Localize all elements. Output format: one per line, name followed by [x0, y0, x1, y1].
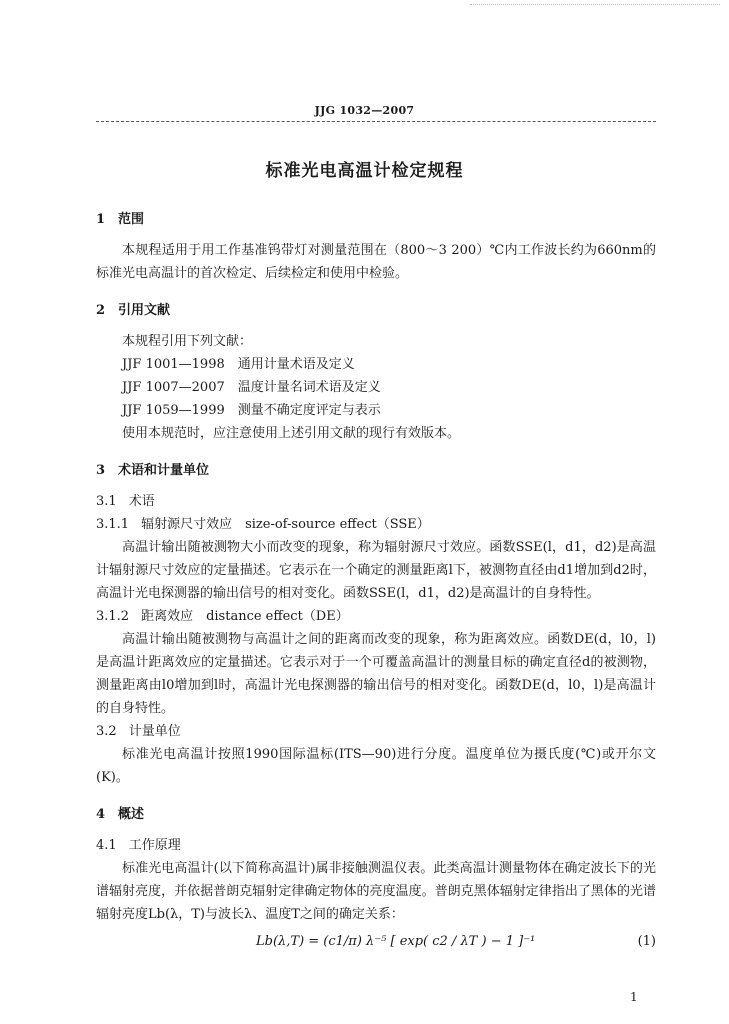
document-code-header: JJG 1032—2007 [314, 104, 415, 117]
page-title: 标准光电高温计检定规程 [265, 161, 464, 181]
section-1-text: 本规程适用于用工作基准钨带灯对测量范围在（800～3 200）℃内工作波长约为660nm的标准光电高温计的首次检定、后续检定和使用中检验。 [96, 243, 656, 281]
subsection-title: 计量单位 [128, 724, 181, 739]
subsection-number: 3.2 [96, 724, 117, 739]
section-title: 范围 [118, 212, 145, 227]
document-body [96, 208, 656, 956]
section-number: 4 [96, 807, 106, 822]
scan-artifact-line [470, 4, 720, 5]
section-number: 1 [96, 212, 106, 227]
section-3-heading [96, 459, 656, 482]
subsection-title: 术语 [128, 494, 155, 509]
planck-formula [96, 928, 656, 956]
section-title: 概述 [118, 807, 145, 822]
subsection-number: 4.1 [96, 838, 117, 853]
reference-item: JJF 1059—1999 测量不确定度评定与表示 [122, 403, 381, 418]
subsection-3-1-1-text: 高温计输出随被测物大小而改变的现象，称为辐射源尺寸效应。函数SSE(l，d1，d2)是高温计辐射源尺寸效应的定量描述。它表示在一个确定的测量距离l下，被测物直径由d1增加到d2时，高温计光电探测器的输出信号的相对变化。函数SSE(l，d1，d2)是高温计的自身特性。 [96, 540, 656, 601]
page-number: 1 [630, 990, 638, 1004]
section-4-heading [96, 803, 656, 826]
section-number: 2 [96, 303, 106, 318]
subsection-4-1-heading [96, 834, 656, 857]
subsection-3-2-heading [96, 720, 656, 743]
references-intro: 本规程引用下列文献： [122, 334, 253, 349]
subsection-title: 辐射源尺寸效应 size-of-source effect（SSE） [141, 517, 430, 532]
subsection-title: 距离效应 distance effect（DE） [141, 609, 349, 624]
section-number: 3 [96, 463, 106, 478]
subsection-4-1-text: 标准光电高温计(以下简称高温计)属非接触测温仪表。此类高温计测量物体在确定波长下的光谱辐射亮度，并依据普朗克辐射定律确定物体的亮度温度。普朗克黑体辐射定律指出了黑体的光谱辐射亮度Lb(λ，T)与波长λ、温度T之间的确定关系： [96, 861, 656, 922]
subsection-number: 3.1.1 [96, 517, 130, 532]
subsection-3-1-2-heading [96, 605, 656, 628]
subsection-3-1-heading [96, 490, 656, 513]
subsection-number: 3.1 [96, 494, 117, 509]
references-note: 使用本规范时，应注意使用上述引用文献的现行有效版本。 [122, 426, 461, 441]
reference-item: JJF 1001—1998 通用计量术语及定义 [122, 357, 355, 372]
subsection-number: 3.1.2 [96, 609, 130, 624]
formula-expression: Lb(λ,T) = (c1/π) λ⁻⁵ [ exp( c2 / λT ) − 1 ]⁻¹ [256, 934, 536, 949]
section-title: 引用文献 [118, 303, 171, 318]
subsection-3-1-2-text: 高温计输出随被测物与高温计之间的距离而改变的现象，称为距离效应。函数DE(d，l0，l)是高温计距离效应的定量描述。它表示对于一个可覆盖高温计的测量目标的确定直径d的被测物，测量距离由l0增加到l时，高温计光电探测器的输出信号的相对变化。函数DE(d，l0，l)是高温计的自身特性。 [96, 632, 656, 716]
section-title: 术语和计量单位 [118, 463, 210, 478]
subsection-3-1-1-heading [96, 513, 656, 536]
subsection-title: 工作原理 [128, 838, 181, 853]
section-1-heading [96, 208, 656, 231]
reference-item: JJF 1007—2007 温度计量名词术语及定义 [122, 380, 381, 395]
section-2-heading [96, 299, 656, 322]
header-rule [96, 121, 656, 122]
equation-number: (1) [637, 934, 656, 949]
subsection-3-2-text: 标准光电高温计按照1990国际温标(ITS—90)进行分度。温度单位为摄氏度(℃)或开尔文(K)。 [96, 747, 656, 785]
